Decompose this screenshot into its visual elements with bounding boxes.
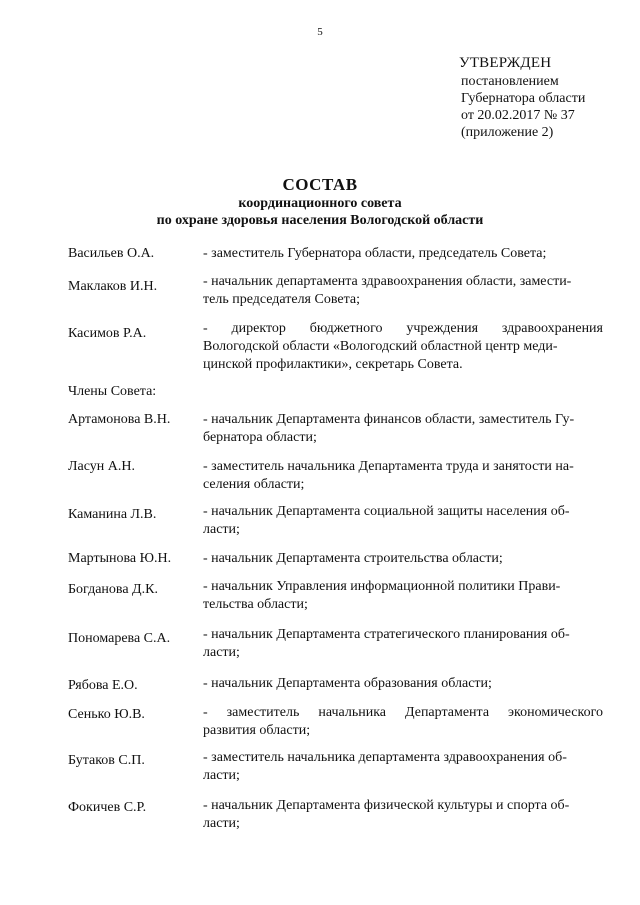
entry-name: Пономарева С.А. <box>68 631 171 646</box>
entry-name: Сенько Ю.В. <box>68 707 145 722</box>
desc-line: - директор бюджетного учреждения здравоохранения <box>203 321 603 336</box>
entry-description <box>203 578 603 614</box>
title-line-2: координационного совета <box>238 196 402 211</box>
approval-line: от 20.02.2017 № 37 <box>461 108 575 123</box>
approval-line: постановлением <box>461 74 559 89</box>
entry-description <box>203 273 603 309</box>
desc-line: ласти; <box>203 768 240 783</box>
entry-name: Рябова Е.О. <box>68 678 138 693</box>
entry-name: Касимов Р.А. <box>68 326 147 341</box>
title-line-3: по охране здоровья населения Вологодской области <box>156 213 484 228</box>
entry-name: Ласун А.Н. <box>68 459 135 474</box>
desc-line: - начальник Департамента образования области; <box>203 676 492 691</box>
entry-name: Фокичев С.Р. <box>68 800 147 815</box>
entry-description <box>203 411 603 447</box>
desc-line: бернатора области; <box>203 430 317 445</box>
entry-name: Каманина Л.В. <box>68 507 157 522</box>
entry-name: Богданова Д.К. <box>68 582 158 597</box>
entry-description <box>203 626 603 662</box>
desc-line: - начальник Департамента стратегического планирования об- <box>203 627 570 642</box>
title-line-1: СОСТАВ <box>282 175 358 194</box>
members-label: Члены Совета: <box>68 384 157 399</box>
entry-description <box>203 503 603 539</box>
desc-line: - заместитель Губернатора области, председатель Совета; <box>203 246 547 261</box>
desc-line: селения области; <box>203 477 305 492</box>
page-number: 5 <box>317 26 323 38</box>
entry-description <box>203 749 603 785</box>
desc-line: - заместитель начальника Департамента экономического <box>203 705 603 720</box>
document-title <box>0 175 640 229</box>
desc-line: - заместитель начальника департамента здравоохранения об- <box>203 750 567 765</box>
desc-line: - начальник Департамента строительства области; <box>203 551 503 566</box>
approval-line: (приложение 2) <box>461 125 554 140</box>
desc-line: тельства области; <box>203 597 308 612</box>
desc-line: цинской профилактики», секретарь Совета. <box>203 357 463 372</box>
entry-description <box>203 797 603 833</box>
desc-line: развития области; <box>203 723 311 738</box>
entry-description <box>203 675 603 693</box>
entry-description <box>203 550 603 568</box>
entry-name: Артамонова В.Н. <box>68 412 171 427</box>
entry-name: Бутаков С.П. <box>68 753 145 768</box>
desc-line: - начальник департамента здравоохранения области, замести- <box>203 274 572 289</box>
desc-line: ласти; <box>203 816 240 831</box>
desc-line: - начальник Управления информационной политики Прави- <box>203 579 561 594</box>
desc-line: Вологодской области «Вологодский областной центр меди- <box>203 339 558 354</box>
approval-line: Губернатора области <box>461 91 586 106</box>
desc-line: - заместитель начальника Департамента труда и занятости на- <box>203 459 574 474</box>
approval-stamp <box>461 55 585 141</box>
entry-name: Мартынова Ю.Н. <box>68 551 172 566</box>
desc-line: тель председателя Совета; <box>203 292 360 307</box>
desc-line: ласти; <box>203 522 240 537</box>
desc-line: - начальник Департамента финансов области, заместитель Гу- <box>203 412 575 427</box>
desc-line: ласти; <box>203 645 240 660</box>
approval-heading: УТВЕРЖДЕН <box>459 55 552 71</box>
entry-description <box>203 320 603 374</box>
entry-name: Васильев О.А. <box>68 246 155 261</box>
entry-description <box>203 245 603 263</box>
desc-line: - начальник Департамента физической культуры и спорта об- <box>203 798 570 813</box>
entry-description <box>203 704 603 740</box>
entry-name: Маклаков И.Н. <box>68 279 158 294</box>
desc-line: - начальник Департамента социальной защиты населения об- <box>203 504 570 519</box>
entry-description <box>203 458 603 494</box>
